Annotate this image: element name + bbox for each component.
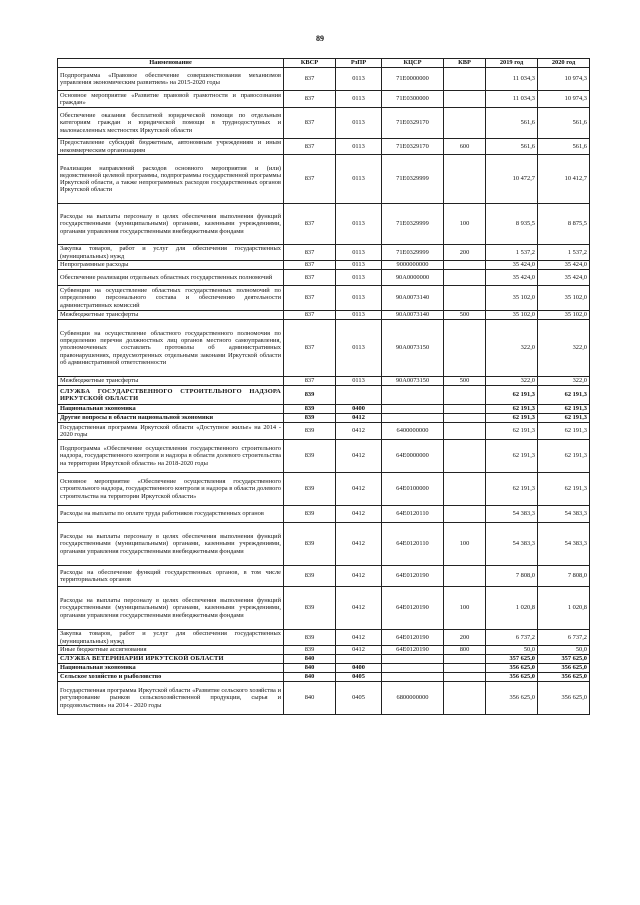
- row-kcsr-cell: 9000000000: [382, 261, 444, 270]
- budget-table: [57, 58, 590, 715]
- row-kcsr-cell: 71E0300000: [382, 91, 444, 108]
- row-2019-cell: 6 737,2: [486, 630, 538, 646]
- row-kvr-cell: [444, 506, 486, 523]
- row-name-cell: Сельское хозяйство и рыболовство: [58, 673, 284, 682]
- column-header-2020: 2020 год: [538, 59, 590, 68]
- row-kcsr-cell: 71E0329999: [382, 155, 444, 204]
- row-name-cell: Национальная экономика: [58, 664, 284, 673]
- row-kvr-cell: [444, 320, 486, 377]
- row-2019-cell: 1 020,8: [486, 587, 538, 630]
- row-rzpr-cell: 0113: [336, 245, 382, 261]
- row-rzpr-cell: 0412: [336, 473, 382, 506]
- row-kcsr-cell: 71E0000000: [382, 68, 444, 91]
- row-rzpr-cell: 0113: [336, 286, 382, 311]
- row-kcsr-cell: 64E0100000: [382, 473, 444, 506]
- row-rzpr-cell: 0412: [336, 440, 382, 473]
- row-kvr-cell: [444, 664, 486, 673]
- row-rzpr-cell: 0412: [336, 587, 382, 630]
- row-2019-cell: 356 625,0: [486, 682, 538, 715]
- row-kcsr-cell: 90A0073140: [382, 286, 444, 311]
- row-2020-cell: 35 102,0: [538, 311, 590, 320]
- row-kvr-cell: [444, 440, 486, 473]
- row-kvr-cell: [444, 423, 486, 440]
- row-2019-cell: 62 191,3: [486, 414, 538, 423]
- row-kvsr-cell: 839: [284, 587, 336, 630]
- row-kvsr-cell: 837: [284, 245, 336, 261]
- row-rzpr-cell: 0113: [336, 320, 382, 377]
- row-kcsr-cell: 71E0329999: [382, 204, 444, 245]
- row-kvsr-cell: 839: [284, 506, 336, 523]
- row-2019-cell: 356 625,0: [486, 673, 538, 682]
- row-kvsr-cell: 837: [284, 91, 336, 108]
- row-kvsr-cell: 839: [284, 473, 336, 506]
- column-header-kvr: КВР: [444, 59, 486, 68]
- row-rzpr-cell: 0113: [336, 155, 382, 204]
- row-kvr-cell: [444, 473, 486, 506]
- row-2020-cell: 357 625,0: [538, 655, 590, 664]
- row-kvr-cell: [444, 108, 486, 139]
- table-row: [58, 405, 590, 414]
- row-kvr-cell: 800: [444, 646, 486, 655]
- row-rzpr-cell: 0113: [336, 270, 382, 286]
- row-kcsr-cell: 90A0073150: [382, 377, 444, 386]
- table-row: [58, 386, 590, 405]
- row-kcsr-cell: 64E0120190: [382, 630, 444, 646]
- row-2020-cell: 50,0: [538, 646, 590, 655]
- table-row: [58, 245, 590, 261]
- column-header-kcsr: КЦСР: [382, 59, 444, 68]
- row-kvsr-cell: 839: [284, 423, 336, 440]
- row-rzpr-cell: 0412: [336, 646, 382, 655]
- row-2020-cell: 35 102,0: [538, 286, 590, 311]
- row-name-cell: Государственная программа Иркутской области «Доступное жилье» на 2014 - 2020 годы: [58, 423, 284, 440]
- row-name-cell: Межбюджетные трансферты: [58, 377, 284, 386]
- row-2019-cell: 62 191,3: [486, 473, 538, 506]
- table-row: [58, 155, 590, 204]
- row-kcsr-cell: 64E0120190: [382, 587, 444, 630]
- table-row: [58, 506, 590, 523]
- row-kvsr-cell: 837: [284, 377, 336, 386]
- row-name-cell: Расходы на выплаты персоналу в целях обеспечения выполнения функций государственными (муниципальными) органами, казенными учреждениями, органами управления государственными внебюджетными фондами: [58, 523, 284, 566]
- table-row: [58, 440, 590, 473]
- row-2019-cell: 11 034,3: [486, 68, 538, 91]
- table-row: [58, 630, 590, 646]
- row-name-cell: Субвенции на осуществление областных государственных полномочий по определению персонального состава и обеспечению деятельности административных комиссий: [58, 286, 284, 311]
- row-kcsr-cell: 64E0120190: [382, 646, 444, 655]
- row-kvsr-cell: 840: [284, 664, 336, 673]
- row-2019-cell: 322,0: [486, 320, 538, 377]
- row-kvsr-cell: 837: [284, 108, 336, 139]
- row-kvsr-cell: 839: [284, 630, 336, 646]
- row-kcsr-cell: 6800000000: [382, 682, 444, 715]
- table-row: [58, 261, 590, 270]
- row-kcsr-cell: 71E0329170: [382, 139, 444, 155]
- row-2020-cell: 10 974,3: [538, 68, 590, 91]
- row-rzpr-cell: 0113: [336, 139, 382, 155]
- page-number: 89: [316, 34, 324, 43]
- table-row: [58, 646, 590, 655]
- row-name-cell: Реализация направлений расходов основного мероприятия и (или) ведомственной целевой программы, подпрограммы государственной программы Иркутской области, а также непрограммных расходов государственных органов Иркутской области: [58, 155, 284, 204]
- column-header-name: Наименование: [58, 59, 284, 68]
- row-name-cell: Основное мероприятие «Обеспечение осуществления государственного строительного надзора, государственного контроля и надзора в области долевого строительства на территории Иркутской области»: [58, 473, 284, 506]
- row-kvr-cell: 500: [444, 377, 486, 386]
- row-2019-cell: 1 537,2: [486, 245, 538, 261]
- row-2020-cell: 1 537,2: [538, 245, 590, 261]
- row-name-cell: Расходы на обеспечение функций государственных органов, в том числе территориальных органов: [58, 566, 284, 587]
- row-rzpr-cell: [336, 655, 382, 664]
- row-kvr-cell: [444, 270, 486, 286]
- row-2020-cell: 62 191,3: [538, 440, 590, 473]
- row-2019-cell: 35 102,0: [486, 286, 538, 311]
- row-kcsr-cell: [382, 405, 444, 414]
- row-kvsr-cell: 840: [284, 673, 336, 682]
- row-rzpr-cell: 0113: [336, 204, 382, 245]
- row-kvr-cell: [444, 682, 486, 715]
- row-kvsr-cell: 839: [284, 523, 336, 566]
- row-2019-cell: 561,6: [486, 139, 538, 155]
- table-body: [58, 68, 590, 715]
- table-row: [58, 320, 590, 377]
- row-2020-cell: 356 625,0: [538, 682, 590, 715]
- row-name-cell: Иные бюджетные ассигнования: [58, 646, 284, 655]
- row-2020-cell: 10 412,7: [538, 155, 590, 204]
- row-kvr-cell: [444, 566, 486, 587]
- row-kvr-cell: 500: [444, 311, 486, 320]
- row-kcsr-cell: 64E0120110: [382, 523, 444, 566]
- table-row: [58, 286, 590, 311]
- row-rzpr-cell: 0412: [336, 414, 382, 423]
- row-name-cell: Субвенции на осуществление областного государственного полномочия по определению перечня должностных лиц органов местного самоуправления, уполномоченных составлять протоколы об административных правонарушениях, предусмотренных отдельными законами Иркутской области об административной ответственности: [58, 320, 284, 377]
- row-kcsr-cell: [382, 664, 444, 673]
- row-name-cell: Межбюджетные трансферты: [58, 311, 284, 320]
- row-kcsr-cell: [382, 386, 444, 405]
- row-kcsr-cell: 64E0000000: [382, 440, 444, 473]
- row-name-cell: Предоставление субсидий бюджетным, автономным учреждениям и иным некоммерческим организациям: [58, 139, 284, 155]
- row-kvr-cell: [444, 261, 486, 270]
- row-rzpr-cell: 0113: [336, 68, 382, 91]
- row-2020-cell: 322,0: [538, 377, 590, 386]
- row-2020-cell: 62 191,3: [538, 414, 590, 423]
- row-2019-cell: 62 191,3: [486, 405, 538, 414]
- row-kvsr-cell: 837: [284, 68, 336, 91]
- row-2020-cell: 322,0: [538, 320, 590, 377]
- row-kcsr-cell: 64E0120190: [382, 566, 444, 587]
- table-row: [58, 673, 590, 682]
- row-2020-cell: 1 020,8: [538, 587, 590, 630]
- row-2020-cell: 62 191,3: [538, 405, 590, 414]
- table-row: [58, 68, 590, 91]
- row-2020-cell: 6 737,2: [538, 630, 590, 646]
- row-kvsr-cell: 839: [284, 405, 336, 414]
- table-row: [58, 204, 590, 245]
- row-2020-cell: 356 625,0: [538, 664, 590, 673]
- row-kcsr-cell: 90A0073140: [382, 311, 444, 320]
- column-header-2019: 2019 год: [486, 59, 538, 68]
- row-name-cell: Расходы на выплаты персоналу в целях обеспечения выполнения функций государственными (муниципальными) органами, казенными учреждениями, органами управления государственными внебюджетными фондами: [58, 587, 284, 630]
- row-kvsr-cell: 837: [284, 139, 336, 155]
- row-2020-cell: 356 625,0: [538, 673, 590, 682]
- row-name-cell: Расходы на выплаты персоналу в целях обеспечения выполнения функций государственными (муниципальными) органами, казенными учреждениями, органами управления государственными внебюджетными фондами: [58, 204, 284, 245]
- table-row: [58, 587, 590, 630]
- row-rzpr-cell: 0113: [336, 91, 382, 108]
- table-header-row: [58, 59, 590, 68]
- row-kvr-cell: [444, 68, 486, 91]
- row-rzpr-cell: 0400: [336, 405, 382, 414]
- row-2019-cell: 10 472,7: [486, 155, 538, 204]
- row-2020-cell: 54 383,3: [538, 523, 590, 566]
- row-2019-cell: 35 424,0: [486, 261, 538, 270]
- row-kvsr-cell: 840: [284, 682, 336, 715]
- table-row: [58, 566, 590, 587]
- row-name-cell: Другие вопросы в области национальной экономики: [58, 414, 284, 423]
- row-2019-cell: 7 808,0: [486, 566, 538, 587]
- row-kcsr-cell: 64E0120110: [382, 506, 444, 523]
- row-2020-cell: 35 424,0: [538, 270, 590, 286]
- table-row: [58, 682, 590, 715]
- row-name-cell: Непрограммные расходы: [58, 261, 284, 270]
- row-kvsr-cell: 837: [284, 311, 336, 320]
- row-2019-cell: 62 191,3: [486, 386, 538, 405]
- row-kvr-cell: 100: [444, 523, 486, 566]
- row-rzpr-cell: 0412: [336, 423, 382, 440]
- row-kvsr-cell: 837: [284, 286, 336, 311]
- table-row: [58, 414, 590, 423]
- row-2019-cell: 50,0: [486, 646, 538, 655]
- row-kvr-cell: 200: [444, 245, 486, 261]
- row-2020-cell: 7 808,0: [538, 566, 590, 587]
- row-kvr-cell: [444, 414, 486, 423]
- row-name-cell: Государственная программа Иркутской области «Развитие сельского хозяйства и регулирование рынков сельскохозяйственной продукции, сырья и продовольствия» на 2014 - 2020 годы: [58, 682, 284, 715]
- row-name-cell: Расходы на выплаты по оплате труда работников государственных органов: [58, 506, 284, 523]
- row-rzpr-cell: 0405: [336, 673, 382, 682]
- row-name-cell: Обеспечение реализации отдельных областных государственных полномочий: [58, 270, 284, 286]
- row-kvsr-cell: 839: [284, 646, 336, 655]
- row-name-cell: Подпрограмма «Правовое обеспечение совершенствования механизмов управления экономическим развитием» на 2015-2020 годы: [58, 68, 284, 91]
- table-row: [58, 91, 590, 108]
- row-rzpr-cell: 0113: [336, 377, 382, 386]
- table-row: [58, 311, 590, 320]
- table-row: [58, 139, 590, 155]
- table-row: [58, 473, 590, 506]
- row-2019-cell: 8 935,5: [486, 204, 538, 245]
- row-kvr-cell: 200: [444, 630, 486, 646]
- row-2019-cell: 62 191,3: [486, 423, 538, 440]
- row-2020-cell: 8 875,5: [538, 204, 590, 245]
- row-rzpr-cell: 0113: [336, 108, 382, 139]
- row-2019-cell: 357 625,0: [486, 655, 538, 664]
- row-kvr-cell: [444, 655, 486, 664]
- column-header-kvsr: КВСР: [284, 59, 336, 68]
- row-kvr-cell: [444, 155, 486, 204]
- row-name-cell: СЛУЖБА ГОСУДАРСТВЕННОГО СТРОИТЕЛЬНОГО НАДЗОРА ИРКУТСКОЙ ОБЛАСТИ: [58, 386, 284, 405]
- row-2020-cell: 62 191,3: [538, 386, 590, 405]
- row-kcsr-cell: 71E0329999: [382, 245, 444, 261]
- row-2019-cell: 62 191,3: [486, 440, 538, 473]
- row-kvr-cell: [444, 91, 486, 108]
- row-kvsr-cell: 839: [284, 440, 336, 473]
- row-kvsr-cell: 839: [284, 386, 336, 405]
- row-name-cell: Закупка товаров, работ и услуг для обеспечения государственных (муниципальных) нужд: [58, 630, 284, 646]
- row-2019-cell: 54 383,3: [486, 523, 538, 566]
- row-kvsr-cell: 837: [284, 320, 336, 377]
- row-rzpr-cell: 0412: [336, 506, 382, 523]
- table-row: [58, 423, 590, 440]
- row-kvsr-cell: 837: [284, 270, 336, 286]
- row-2020-cell: 54 383,3: [538, 506, 590, 523]
- row-2019-cell: 35 102,0: [486, 311, 538, 320]
- row-kvsr-cell: 837: [284, 204, 336, 245]
- row-2019-cell: 322,0: [486, 377, 538, 386]
- row-2020-cell: 62 191,3: [538, 473, 590, 506]
- row-2019-cell: 561,6: [486, 108, 538, 139]
- row-rzpr-cell: 0113: [336, 311, 382, 320]
- row-name-cell: Подпрограмма «Обеспечение осуществления государственного строительного надзора, государственного контроля и надзора в области долевого строительства на территории Иркутской области» на 2018-2020 годы: [58, 440, 284, 473]
- row-kcsr-cell: 71E0329170: [382, 108, 444, 139]
- row-2020-cell: 10 974,3: [538, 91, 590, 108]
- row-kvr-cell: 100: [444, 204, 486, 245]
- row-kvr-cell: 600: [444, 139, 486, 155]
- row-2019-cell: 35 424,0: [486, 270, 538, 286]
- row-kvr-cell: [444, 405, 486, 414]
- table-row: [58, 523, 590, 566]
- row-2019-cell: 11 034,3: [486, 91, 538, 108]
- row-rzpr-cell: 0113: [336, 261, 382, 270]
- row-rzpr-cell: 0412: [336, 630, 382, 646]
- row-kcsr-cell: 90A0000000: [382, 270, 444, 286]
- row-name-cell: СЛУЖБА ВЕТЕРИНАРИИ ИРКУТСКОЙ ОБЛАСТИ: [58, 655, 284, 664]
- table-row: [58, 655, 590, 664]
- row-rzpr-cell: 0412: [336, 523, 382, 566]
- row-rzpr-cell: [336, 386, 382, 405]
- row-kvr-cell: [444, 673, 486, 682]
- row-kvsr-cell: 837: [284, 155, 336, 204]
- row-2020-cell: 62 191,3: [538, 423, 590, 440]
- row-kvr-cell: [444, 286, 486, 311]
- row-rzpr-cell: 0405: [336, 682, 382, 715]
- row-kcsr-cell: [382, 655, 444, 664]
- row-name-cell: Закупка товаров, работ и услуг для обеспечения государственных (муниципальных) нужд: [58, 245, 284, 261]
- table-row: [58, 108, 590, 139]
- row-2020-cell: 35 424,0: [538, 261, 590, 270]
- row-rzpr-cell: 0400: [336, 664, 382, 673]
- row-name-cell: Обеспечение оказания бесплатной юридической помощи по отдельным категориям граждан и юридической помощи в труднодоступных и малонаселенных местностях Иркутской области: [58, 108, 284, 139]
- row-name-cell: Основное мероприятие «Развитие правовой грамотности и правосознания граждан»: [58, 91, 284, 108]
- row-2019-cell: 54 383,3: [486, 506, 538, 523]
- row-kcsr-cell: [382, 673, 444, 682]
- row-name-cell: Национальная экономика: [58, 405, 284, 414]
- column-header-rzpr: РзПР: [336, 59, 382, 68]
- table-row: [58, 270, 590, 286]
- table-row: [58, 377, 590, 386]
- row-kvsr-cell: 837: [284, 261, 336, 270]
- row-kvsr-cell: 839: [284, 566, 336, 587]
- row-kvr-cell: [444, 386, 486, 405]
- row-2020-cell: 561,6: [538, 139, 590, 155]
- row-kvsr-cell: 839: [284, 414, 336, 423]
- row-2019-cell: 356 625,0: [486, 664, 538, 673]
- table-row: [58, 664, 590, 673]
- row-kcsr-cell: 6400000000: [382, 423, 444, 440]
- row-2020-cell: 561,6: [538, 108, 590, 139]
- row-rzpr-cell: 0412: [336, 566, 382, 587]
- row-kvr-cell: 100: [444, 587, 486, 630]
- row-kcsr-cell: [382, 414, 444, 423]
- row-kcsr-cell: 90A0073150: [382, 320, 444, 377]
- row-kvsr-cell: 840: [284, 655, 336, 664]
